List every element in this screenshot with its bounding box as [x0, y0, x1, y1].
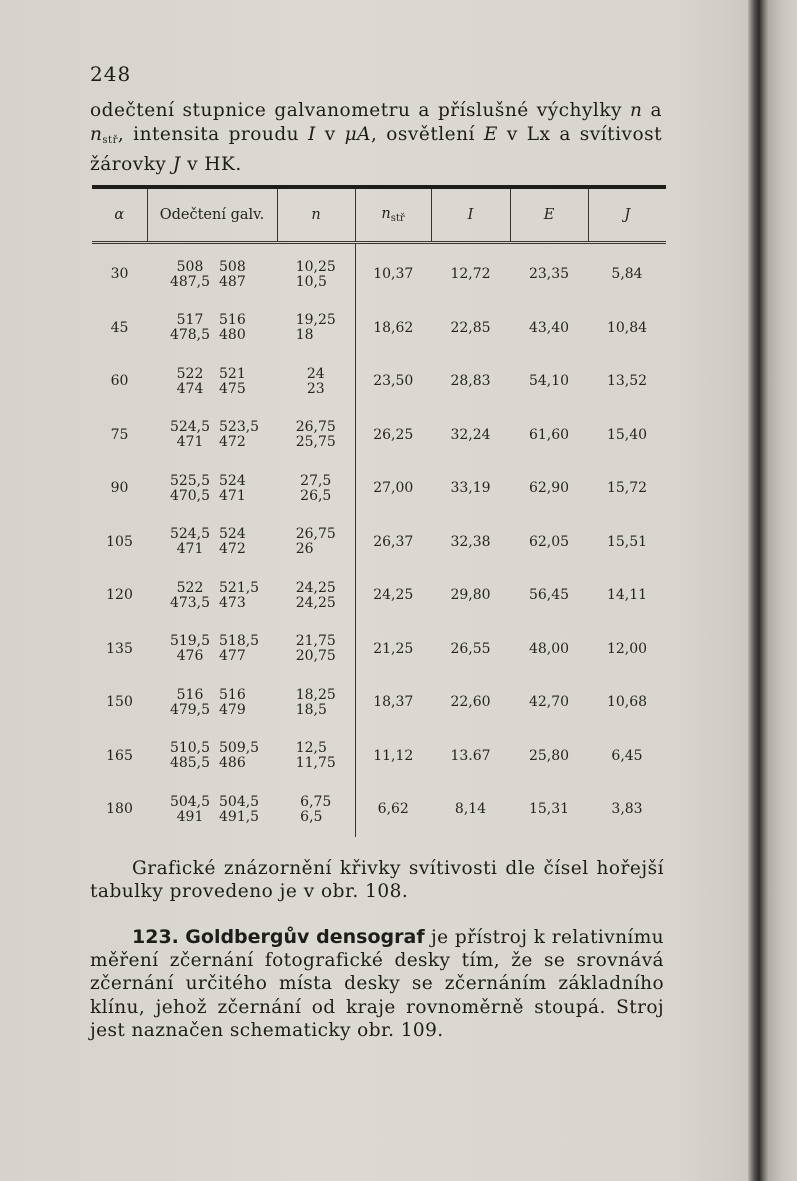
galv-top-line — [161, 795, 277, 810]
cell-J: 14,11 — [606, 587, 648, 604]
table-row — [92, 243, 666, 302]
galv-bot-b: 477 — [219, 648, 246, 665]
cell-galv — [147, 243, 277, 302]
galv-top-a: 517 — [176, 312, 204, 329]
galv-top-line — [161, 474, 277, 489]
galv-bot-a: 474 — [176, 380, 204, 397]
cell-E: 61,60 — [528, 426, 570, 443]
galv-bottom-line — [161, 596, 277, 611]
cell-nstr: 18,62 — [355, 302, 431, 356]
galv-top-b: 509,5 — [219, 740, 260, 757]
galv-top-a: 504,5 — [169, 793, 211, 810]
table-row — [92, 676, 666, 730]
galv-top-line — [161, 634, 277, 649]
galv-top-b: 524 — [219, 472, 246, 489]
galv-top-b: 524 — [219, 526, 246, 543]
book-spine-edge — [768, 0, 797, 1181]
intro-var-I: I — [308, 124, 316, 145]
n-top: 19,25 — [295, 312, 336, 329]
n-top: 26,75 — [295, 526, 336, 543]
cell-n — [277, 623, 355, 677]
cell-alpha: 180 — [106, 801, 133, 818]
intro-unit-muA: μA — [344, 124, 371, 145]
galv-top-line — [161, 313, 277, 328]
intro-text-3: , intensita proudu — [117, 124, 308, 145]
galv-bot-a: 485,5 — [169, 755, 211, 772]
cell-n — [277, 676, 355, 730]
cell-J: 3,83 — [611, 801, 643, 818]
n-stack — [296, 634, 336, 664]
cell-nstr: 27,00 — [355, 462, 431, 516]
galv-bot-a: 471 — [176, 434, 204, 451]
cell-J: 15,40 — [606, 426, 648, 443]
n-bottom: 20,75 — [295, 648, 336, 665]
galv-bottom-line — [161, 275, 277, 290]
cell-J: 15,72 — [606, 480, 648, 497]
cell-nstr: 11,12 — [355, 730, 431, 784]
intro-var-E: E — [483, 124, 498, 145]
after-table-paragraph — [90, 857, 664, 903]
cell-E: 25,80 — [528, 747, 570, 764]
n-top: 18,25 — [295, 686, 336, 703]
cell-nstr: 23,50 — [355, 355, 431, 409]
header-E — [510, 189, 588, 243]
table-row — [92, 516, 666, 570]
intro-text-1: odečtení stupnice galvanometru a příslušné výchylky — [90, 100, 631, 121]
intro-text-6: v Lx a svítivost žárovky — [90, 124, 663, 175]
after-table-text: Grafické znázornění křivky svítivosti dle čísel hořejší tabulky provedeno je v obr. 108. — [90, 858, 664, 902]
galv-bottom-line — [161, 382, 277, 397]
galv-bot-a: 476 — [176, 648, 204, 665]
cell-n — [277, 516, 355, 570]
cell-alpha: 60 — [110, 373, 129, 390]
n-top: 27,5 — [300, 472, 332, 489]
intro-var-n: n — [630, 100, 643, 121]
intro-var-J: J — [172, 154, 181, 175]
n-bottom: 18 — [295, 327, 314, 344]
galv-bottom-line — [161, 810, 277, 825]
galv-top-b: 516 — [219, 686, 246, 703]
intro-var-nstr: n — [90, 124, 103, 145]
n-stack — [296, 688, 336, 718]
galv-top-line — [161, 420, 277, 435]
galv-top-a: 519,5 — [169, 633, 211, 650]
galv-bot-a: 473,5 — [169, 594, 211, 611]
cell-E: 62,05 — [528, 533, 570, 550]
cell-galv — [147, 676, 277, 730]
galv-bot-a: 471 — [176, 541, 204, 558]
cell-alpha: 105 — [106, 533, 133, 550]
galv-top-b: 508 — [219, 258, 246, 275]
n-bottom: 26,5 — [300, 487, 332, 504]
cell-I: 29,80 — [450, 587, 491, 604]
section-123 — [90, 926, 664, 1042]
section-title: Goldbergův densograf — [185, 926, 425, 948]
galv-top-b: 523,5 — [219, 419, 260, 436]
cell-I: 12,72 — [450, 266, 491, 283]
galv-bot-b: 479 — [219, 701, 246, 718]
galv-bottom-line — [161, 542, 277, 557]
intro-text-2: a — [642, 100, 662, 121]
galv-bot-b: 475 — [219, 380, 246, 397]
galv-top-b: 521,5 — [219, 579, 260, 596]
n-top: 21,75 — [295, 633, 336, 650]
n-bottom: 24,25 — [295, 594, 336, 611]
cell-E: 62,90 — [528, 480, 570, 497]
n-bottom: 23 — [306, 380, 325, 397]
header-alpha-label: α — [114, 207, 125, 223]
n-stack — [296, 527, 336, 557]
galv-top-line — [161, 688, 277, 703]
galv-top-a: 524,5 — [169, 419, 211, 436]
cell-alpha: 30 — [110, 266, 129, 283]
n-top: 24,25 — [295, 579, 336, 596]
galv-top-line — [161, 581, 277, 596]
intro-text-5: , osvětlení — [371, 124, 484, 145]
cell-alpha: 150 — [106, 694, 133, 711]
cell-I: 32,24 — [450, 426, 491, 443]
galv-top-a: 522 — [176, 365, 204, 382]
cell-E: 42,70 — [528, 694, 570, 711]
cell-n — [277, 569, 355, 623]
cell-I: 22,60 — [450, 694, 491, 711]
table-row — [92, 569, 666, 623]
measurement-table — [92, 189, 666, 837]
cell-alpha: 120 — [106, 587, 133, 604]
n-bottom: 18,5 — [295, 701, 327, 718]
n-top: 6,75 — [300, 793, 332, 810]
intro-text-4: v — [315, 124, 345, 145]
galv-bottom-line — [161, 756, 277, 771]
cell-galv — [147, 730, 277, 784]
galv-bot-a: 479,5 — [169, 701, 211, 718]
cell-I: 32,38 — [450, 533, 491, 550]
cell-galv — [147, 623, 277, 677]
galv-bot-b: 473 — [219, 594, 246, 611]
galv-bottom-line — [161, 489, 277, 504]
galv-bot-b: 480 — [219, 327, 246, 344]
cell-galv — [147, 409, 277, 463]
galv-bottom-line — [161, 649, 277, 664]
cell-I: 33,19 — [450, 480, 491, 497]
cell-nstr: 24,25 — [355, 569, 431, 623]
cell-E: 23,35 — [528, 266, 570, 283]
header-I — [431, 189, 510, 243]
cell-alpha: 45 — [110, 319, 129, 336]
header-nstr — [355, 189, 431, 243]
galv-bot-b: 471 — [219, 487, 246, 504]
header-J — [588, 189, 666, 243]
header-n-label: n — [311, 207, 321, 223]
galv-bot-b: 472 — [219, 541, 246, 558]
cell-E: 15,31 — [528, 801, 570, 818]
table-row — [92, 783, 666, 837]
header-alpha — [92, 189, 147, 243]
section-number: 123. — [132, 926, 179, 948]
cell-I: 22,85 — [450, 319, 491, 336]
page-number: 248 — [90, 62, 132, 86]
n-bottom: 10,5 — [295, 273, 327, 290]
n-stack — [296, 420, 336, 450]
galv-top-a: 525,5 — [169, 472, 211, 489]
cell-I: 26,55 — [450, 640, 491, 657]
cell-J: 5,84 — [611, 266, 643, 283]
n-top: 12,5 — [295, 740, 327, 757]
table-row — [92, 302, 666, 356]
table-header-row — [92, 189, 666, 243]
galv-bot-b: 486 — [219, 755, 246, 772]
galv-bottom-line — [161, 328, 277, 343]
intro-paragraph — [90, 99, 662, 177]
cell-I: 8,14 — [454, 801, 487, 818]
intro-text-7: v HK. — [180, 154, 242, 175]
cell-J: 13,52 — [606, 373, 648, 390]
galv-top-a: 510,5 — [169, 740, 211, 757]
table-row — [92, 409, 666, 463]
cell-alpha: 165 — [106, 747, 133, 764]
n-stack — [300, 795, 331, 825]
cell-n — [277, 730, 355, 784]
cell-n — [277, 355, 355, 409]
galv-bot-b: 472 — [219, 434, 246, 451]
n-bottom: 6,5 — [300, 808, 323, 825]
header-odecteni: Odečtení galv. — [147, 189, 277, 243]
cell-alpha: 75 — [110, 426, 129, 443]
n-top: 26,75 — [295, 419, 336, 436]
galv-top-b: 504,5 — [219, 793, 260, 810]
cell-E: 54,10 — [528, 373, 570, 390]
galv-top-line — [161, 527, 277, 542]
cell-J: 10,84 — [606, 319, 648, 336]
section-body: je přístroj k relativnímu měření zčernání fotografické desky tím, že se srovnává zčernání určitého místa desky se zčernáním základního klínu, jehož zčernání od kraje rovnoměrně stoupá. Stroj jest naznačen schematicky obr. 109. — [90, 927, 664, 1041]
n-stack — [296, 260, 336, 290]
n-stack — [307, 367, 325, 397]
galv-top-line — [161, 741, 277, 756]
galv-top-b: 521 — [219, 365, 246, 382]
table-row — [92, 355, 666, 409]
cell-galv — [147, 516, 277, 570]
galv-top-line — [161, 260, 277, 275]
cell-n — [277, 243, 355, 302]
galv-bottom-line — [161, 703, 277, 718]
intro-var-nstr-sub: stř — [102, 135, 118, 146]
galv-bot-b: 487 — [219, 273, 246, 290]
cell-n — [277, 462, 355, 516]
galv-bot-a: 478,5 — [169, 327, 211, 344]
cell-nstr: 21,25 — [355, 623, 431, 677]
galv-top-b: 516 — [219, 312, 246, 329]
cell-nstr: 26,25 — [355, 409, 431, 463]
galv-bottom-line — [161, 435, 277, 450]
cell-n — [277, 783, 355, 837]
table-row — [92, 462, 666, 516]
book-spine-shadow — [748, 0, 768, 1181]
header-n — [277, 189, 355, 243]
n-top: 10,25 — [295, 258, 336, 275]
cell-galv — [147, 783, 277, 837]
header-nstr-label: n — [381, 206, 391, 222]
galv-bot-a: 470,5 — [169, 487, 211, 504]
galv-top-a: 508 — [176, 258, 204, 275]
header-E-label: E — [543, 207, 555, 223]
galv-top-b: 518,5 — [219, 633, 260, 650]
cell-alpha: 135 — [106, 640, 133, 657]
cell-nstr: 10,37 — [355, 243, 431, 302]
cell-n — [277, 302, 355, 356]
cell-J: 12,00 — [606, 640, 648, 657]
n-bottom: 25,75 — [295, 434, 336, 451]
galv-top-a: 522 — [176, 579, 204, 596]
cell-E: 43,40 — [528, 319, 570, 336]
header-nstr-sub: stř — [390, 213, 405, 224]
n-top: 24 — [306, 365, 325, 382]
table-row — [92, 730, 666, 784]
cell-E: 48,00 — [528, 640, 570, 657]
cell-J: 10,68 — [606, 694, 648, 711]
n-bottom: 11,75 — [295, 755, 336, 772]
galv-bot-a: 487,5 — [169, 273, 211, 290]
galv-top-a: 524,5 — [169, 526, 211, 543]
cell-J: 6,45 — [611, 747, 643, 764]
cell-E: 56,45 — [528, 587, 570, 604]
galv-bot-b: 491,5 — [219, 808, 260, 825]
cell-galv — [147, 462, 277, 516]
cell-nstr: 18,37 — [355, 676, 431, 730]
galv-bot-a: 491 — [176, 808, 204, 825]
cell-I: 13.67 — [450, 747, 491, 764]
n-stack — [296, 581, 336, 611]
cell-galv — [147, 569, 277, 623]
header-J-label: J — [624, 207, 631, 223]
galv-top-a: 516 — [176, 686, 204, 703]
n-stack — [296, 313, 336, 343]
cell-alpha: 90 — [110, 480, 129, 497]
cell-n — [277, 409, 355, 463]
n-bottom: 26 — [295, 541, 314, 558]
cell-nstr: 26,37 — [355, 516, 431, 570]
galv-top-line — [161, 367, 277, 382]
cell-galv — [147, 355, 277, 409]
cell-I: 28,83 — [450, 373, 491, 390]
n-stack — [296, 741, 336, 771]
table-row — [92, 623, 666, 677]
header-I-label: I — [467, 207, 474, 223]
cell-nstr: 6,62 — [355, 783, 431, 837]
cell-galv — [147, 302, 277, 356]
n-stack — [300, 474, 331, 504]
cell-J: 15,51 — [606, 533, 648, 550]
